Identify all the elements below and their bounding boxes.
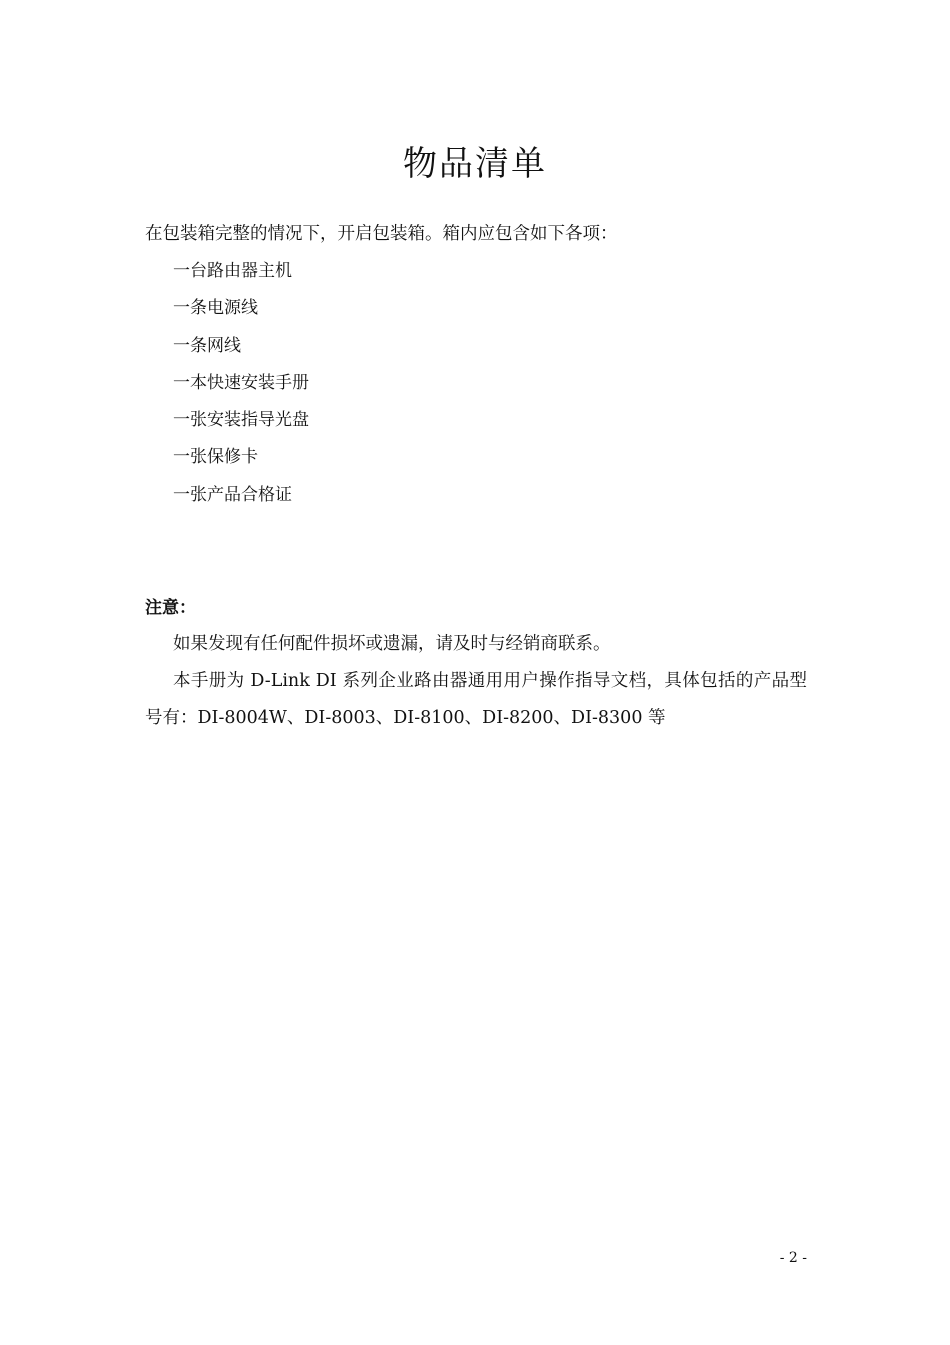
note-paragraph-models: 本手册为 D-Link DI 系列企业路由器通用用户操作指导文档，具体包括的产品型号有：DI-8004W、DI-8003、DI-8100、DI-8200、DI-8300 等 bbox=[145, 671, 807, 728]
page-title: 物品清单 bbox=[403, 144, 547, 184]
list-item: 一张产品合格证 bbox=[173, 484, 292, 505]
intro-text: 在包装箱完整的情况下，开启包装箱。箱内应包含如下各项： bbox=[145, 224, 618, 244]
item-list bbox=[173, 258, 309, 519]
list-item: 一张保修卡 bbox=[173, 447, 258, 468]
list-item: 一条网线 bbox=[173, 335, 241, 356]
note-label: 注意： bbox=[145, 598, 196, 618]
note-paragraph-contact: 如果发现有任何配件损坏或遗漏，请及时与经销商联系。 bbox=[173, 634, 611, 654]
list-item: 一本快速安装手册 bbox=[173, 372, 309, 393]
page-number: - 2 - bbox=[779, 1250, 807, 1266]
list-item: 一条电源线 bbox=[173, 298, 258, 319]
list-item: 一台路由器主机 bbox=[173, 261, 292, 281]
list-item: 一张安装指导光盘 bbox=[173, 410, 309, 431]
